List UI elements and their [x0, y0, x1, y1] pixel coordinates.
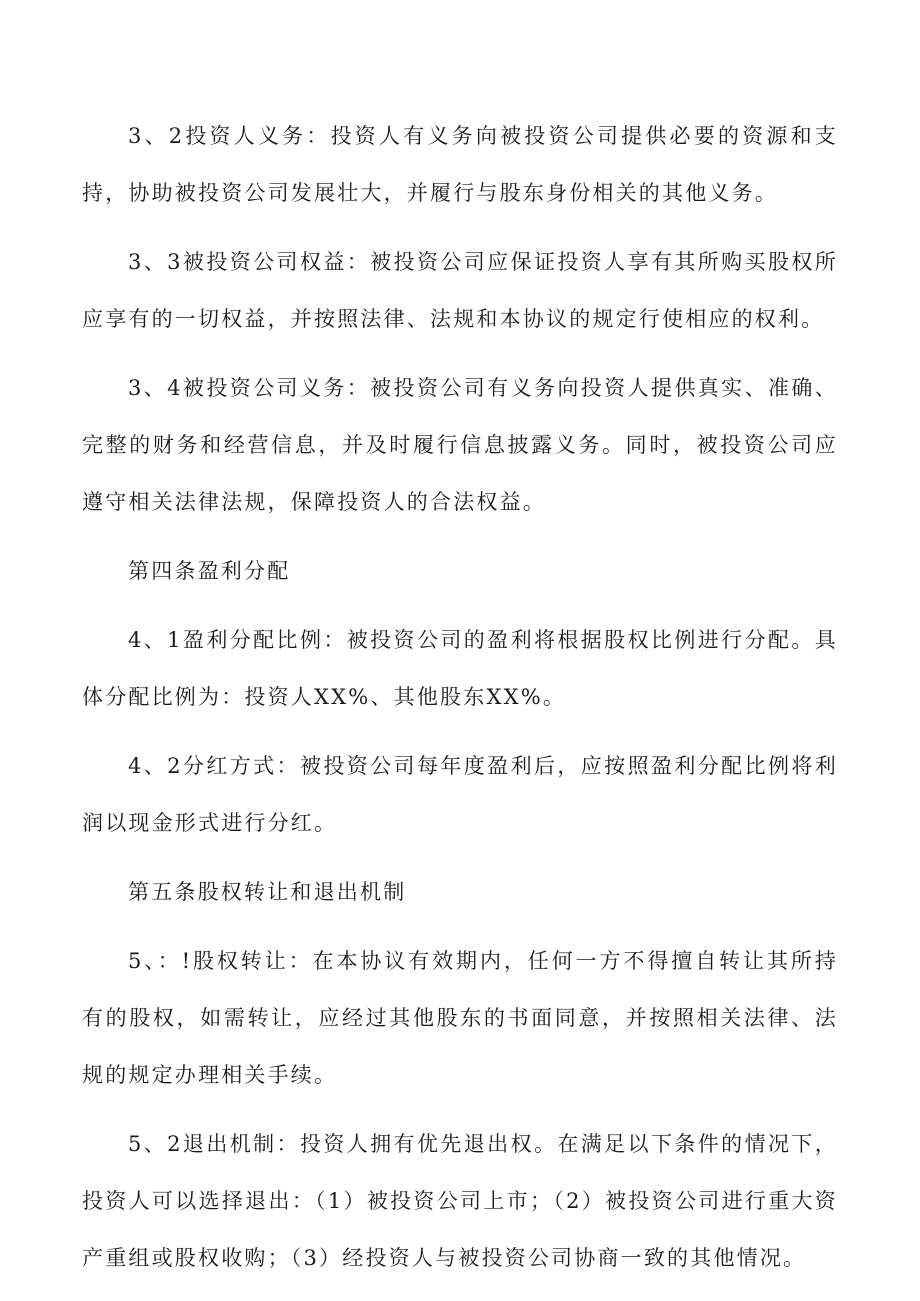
clause-4-1: 4、1盈利分配比例：被投资公司的盈利将根据股权比例进行分配。具体分配比例为：投资人XX%、其他股东XX%。 — [82, 628, 838, 709]
clause-4-2: 4、2分红方式：被投资公司每年度盈利后，应按照盈利分配比例将利润以现金形式进行分红。 — [82, 754, 838, 835]
clause-5-1: 5、：!股权转让：在本协议有效期内，任何一方不得擅自转让其所持有的股权，如需转让，应经过其他股东的书面同意，并按照相关法律、法规的规定办理相关手续。 — [82, 949, 838, 1087]
clause-3-3: 3、3被投资公司权益：被投资公司应保证投资人享有其所购买股权所应享有的一切权益，并按照法律、法规和本协议的规定行使相应的权利。 — [82, 250, 838, 331]
clause-3-2: 3、2投资人义务：投资人有义务向被投资公司提供必要的资源和支持，协助被投资公司发展壮大，并履行与股东身份相关的其他义务。 — [82, 124, 838, 205]
clause-3-4: 3、4被投资公司义务：被投资公司有义务向投资人提供真实、准确、完整的财务和经营信息，并及时履行信息披露义务。同时，被投资公司应遵守相关法律法规，保障投资人的合法权益。 — [82, 376, 838, 514]
article-5-heading: 第五条股权转让和退出机制 — [128, 880, 407, 904]
clause-5-2: 5、2退出机制：投资人拥有优先退出权。在满足以下条件的情况下，投资人可以选择退出：（1）被投资公司上市；（2）被投资公司进行重大资产重组或股权收购；（3）经投资人与被投资公司协商一致的其他情况。 — [82, 1132, 838, 1270]
article-4-heading: 第四条盈利分配 — [128, 559, 291, 583]
document-body — [82, 108, 838, 1299]
